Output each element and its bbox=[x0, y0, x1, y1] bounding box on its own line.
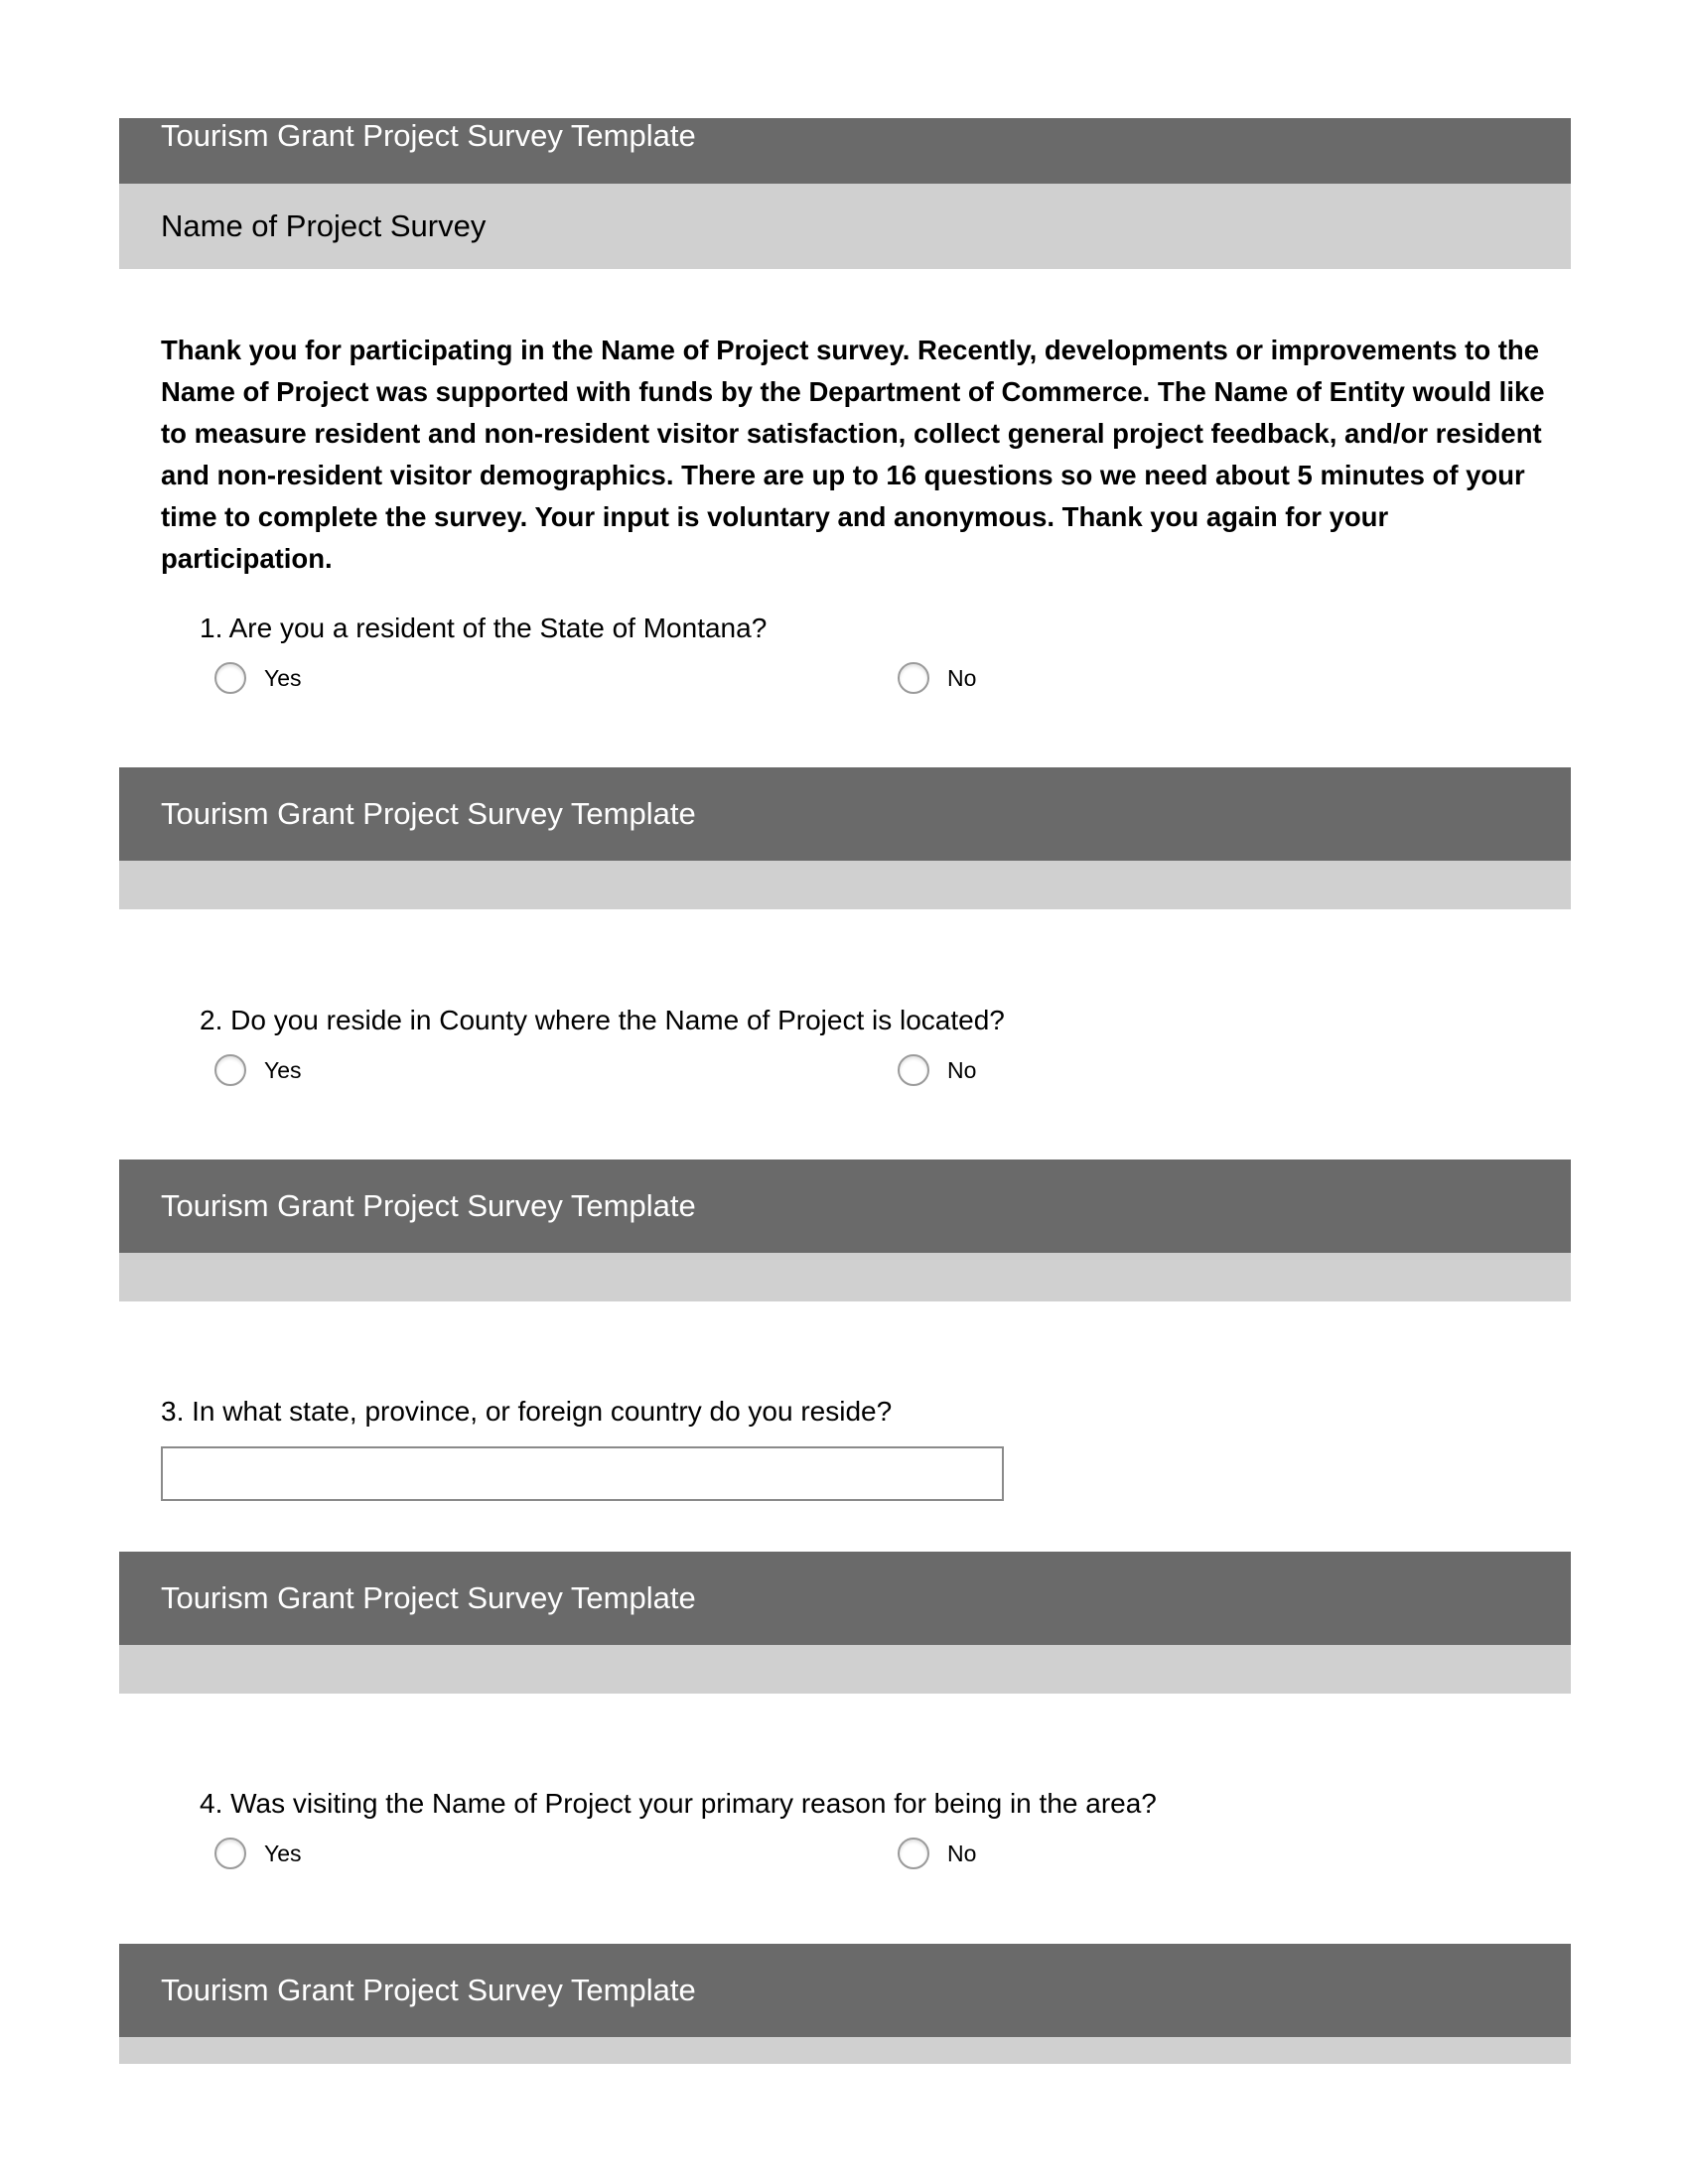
section-header: Tourism Grant Project Survey Template bbox=[119, 1160, 1571, 1253]
section-header: Tourism Grant Project Survey Template bbox=[119, 767, 1571, 861]
survey-section-5 bbox=[119, 1944, 1571, 2064]
option-label: No bbox=[947, 1840, 977, 1866]
radio-button-icon[interactable] bbox=[898, 1054, 929, 1086]
q2-option-yes[interactable] bbox=[214, 1054, 302, 1086]
q1-option-no[interactable] bbox=[898, 662, 976, 694]
radio-button-icon[interactable] bbox=[898, 1838, 929, 1869]
q4-option-no[interactable] bbox=[898, 1838, 976, 1869]
section-subheader bbox=[119, 2037, 1571, 2064]
option-label: No bbox=[947, 664, 977, 691]
section-header: Tourism Grant Project Survey Template bbox=[119, 1552, 1571, 1645]
intro-text: Thank you for participating in the Name of Project survey. Recently, developments or improvements to the Name of Project was supported with funds by the Department of Commerce. The Name of Entity would like to measure resident and non-resident visitor satisfaction, collect general project feedback, and/or resident and non-resident visitor demographics. There are up to 16 questions so we need about 5 minutes of your time to complete the survey. Your input is voluntary and anonymous. Thank you again for your participation. bbox=[161, 335, 1545, 574]
radio-button-icon[interactable] bbox=[214, 1054, 246, 1086]
survey-section-4 bbox=[119, 1552, 1571, 1694]
radio-button-icon[interactable] bbox=[214, 662, 246, 694]
section-subheader bbox=[119, 1645, 1571, 1694]
country-input[interactable] bbox=[161, 1446, 1004, 1501]
option-label: No bbox=[947, 1056, 977, 1083]
option-label: Yes bbox=[264, 1056, 302, 1083]
question-3: 3. In what state, province, or foreign country do you reside? bbox=[161, 1396, 893, 1427]
question-1: 1. Are you a resident of the State of Montana? bbox=[200, 613, 768, 643]
radio-button-icon[interactable] bbox=[898, 662, 929, 694]
option-label: Yes bbox=[264, 1840, 302, 1866]
survey-section-1 bbox=[119, 118, 1571, 269]
q4-option-yes[interactable] bbox=[214, 1838, 302, 1869]
survey-section-3 bbox=[119, 1160, 1571, 1301]
q1-option-yes[interactable] bbox=[214, 662, 302, 694]
section-header: Tourism Grant Project Survey Template bbox=[119, 118, 1571, 184]
survey-section-2 bbox=[119, 767, 1571, 909]
section-header: Tourism Grant Project Survey Template bbox=[119, 1944, 1571, 2037]
survey-title: Name of Project Survey bbox=[119, 184, 1571, 269]
section-subheader bbox=[119, 861, 1571, 909]
radio-button-icon[interactable] bbox=[214, 1838, 246, 1869]
section-subheader bbox=[119, 1253, 1571, 1301]
q2-option-no[interactable] bbox=[898, 1054, 976, 1086]
question-4: 4. Was visiting the Name of Project your primary reason for being in the area? bbox=[200, 1788, 1157, 1819]
option-label: Yes bbox=[264, 664, 302, 691]
question-2: 2. Do you reside in County where the Name of Project is located? bbox=[200, 1005, 1005, 1035]
